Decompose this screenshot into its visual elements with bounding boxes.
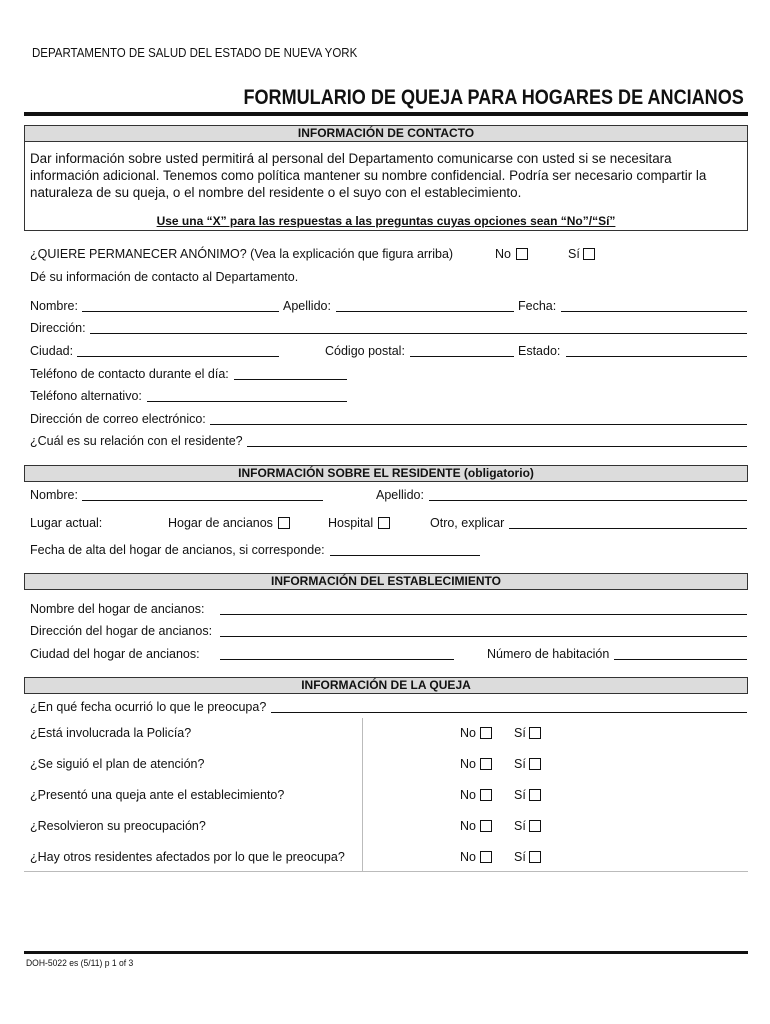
- title-rule: [24, 112, 748, 116]
- day-phone-field[interactable]: [234, 379, 347, 380]
- police-no-checkbox[interactable]: [480, 727, 492, 739]
- department-name: DEPARTAMENTO DE SALUD DEL ESTADO DE NUEVA YORK: [32, 46, 358, 60]
- alt-phone-field[interactable]: [147, 401, 347, 402]
- complaint-date-label: ¿En qué fecha ocurrió lo que le preocupa?: [30, 700, 267, 714]
- care-plan-question: ¿Se siguió el plan de atención?: [30, 757, 205, 771]
- anonymous-yes-label: Sí: [568, 247, 580, 261]
- facility-city-field[interactable]: [220, 659, 454, 660]
- first-name-field[interactable]: [82, 311, 279, 312]
- footer-rule: [24, 951, 748, 954]
- anonymous-no-label: No: [495, 247, 511, 261]
- other-option-label: Otro, explicar: [430, 516, 505, 530]
- zip-label: Código postal:: [325, 344, 405, 358]
- address-label: Dirección:: [30, 321, 86, 335]
- last-name-field[interactable]: [336, 311, 514, 312]
- care-plan-no-label: No: [460, 757, 476, 771]
- complaint-date-field[interactable]: [271, 712, 747, 713]
- resolved-yes-checkbox[interactable]: [529, 820, 541, 832]
- relationship-field[interactable]: [247, 446, 747, 447]
- column-divider: [362, 718, 363, 872]
- resolved-no-checkbox[interactable]: [480, 820, 492, 832]
- facility-complaint-yes-label: Sí: [514, 788, 526, 802]
- police-no-label: No: [460, 726, 476, 740]
- contact-intro-text: Dar información sobre usted permitirá al personal del Departamento comunicarse con usted si se necesitara información adicional. Tenemos como política mantener su nombre confidencial. Podría ser necesario compartir la naturaleza de su queja, o el nombre del residente o el suyo con el establecimiento.: [30, 151, 707, 200]
- first-name-label: Nombre:: [30, 299, 78, 313]
- city-field[interactable]: [77, 356, 279, 357]
- state-field[interactable]: [566, 356, 747, 357]
- facility-name-label: Nombre del hogar de ancianos:: [30, 602, 205, 616]
- care-plan-yes-checkbox[interactable]: [529, 758, 541, 770]
- give-info-text: Dé su información de contacto al Departamento.: [30, 270, 299, 284]
- answer-instruction: Use una “X” para las respuestas a las preguntas cuyas opciones sean “No”/“Sí”: [156, 214, 616, 228]
- complaint-section-heading: INFORMACIÓN DE LA QUEJA: [24, 677, 748, 694]
- complaint-bottom-rule: [24, 871, 748, 872]
- other-residents-no-label: No: [460, 850, 476, 864]
- police-yes-checkbox[interactable]: [529, 727, 541, 739]
- nursing-home-checkbox[interactable]: [278, 517, 290, 529]
- care-plan-yes-label: Sí: [514, 757, 526, 771]
- resident-last-name-field[interactable]: [429, 500, 747, 501]
- alt-phone-label: Teléfono alternativo:: [30, 389, 142, 403]
- anonymous-no-checkbox[interactable]: [516, 248, 528, 260]
- email-field[interactable]: [210, 424, 747, 425]
- facility-complaint-no-label: No: [460, 788, 476, 802]
- form-title: FORMULARIO DE QUEJA PARA HOGARES DE ANCIANOS: [243, 86, 744, 109]
- facility-name-field[interactable]: [220, 614, 747, 615]
- discharge-date-label: Fecha de alta del hogar de ancianos, si corresponde:: [30, 543, 325, 557]
- room-number-field[interactable]: [614, 659, 747, 660]
- other-residents-question: ¿Hay otros residentes afectados por lo que le preocupa?: [30, 850, 345, 864]
- facility-address-field[interactable]: [220, 636, 747, 637]
- resident-first-name-field[interactable]: [82, 500, 323, 501]
- nursing-home-option-label: Hogar de ancianos: [168, 516, 273, 530]
- address-field[interactable]: [90, 333, 747, 334]
- care-plan-no-checkbox[interactable]: [480, 758, 492, 770]
- resolved-no-label: No: [460, 819, 476, 833]
- discharge-date-field[interactable]: [330, 555, 480, 556]
- other-residents-yes-label: Sí: [514, 850, 526, 864]
- other-explain-field[interactable]: [509, 528, 747, 529]
- facility-complaint-question: ¿Presentó una queja ante el establecimiento?: [30, 788, 285, 802]
- date-label: Fecha:: [518, 299, 557, 313]
- resident-first-name-label: Nombre:: [30, 488, 78, 502]
- facility-city-label: Ciudad del hogar de ancianos:: [30, 647, 200, 661]
- room-number-label: Número de habitación: [487, 647, 610, 661]
- resolved-question: ¿Resolvieron su preocupación?: [30, 819, 206, 833]
- relationship-label: ¿Cuál es su relación con el residente?: [30, 434, 243, 448]
- anonymous-yes-checkbox[interactable]: [583, 248, 595, 260]
- police-yes-label: Sí: [514, 726, 526, 740]
- date-field[interactable]: [561, 311, 747, 312]
- police-question: ¿Está involucrada la Policía?: [30, 726, 192, 740]
- other-residents-yes-checkbox[interactable]: [529, 851, 541, 863]
- form-code: DOH-5022 es (5/11) p 1 of 3: [26, 958, 134, 969]
- current-location-label: Lugar actual:: [30, 516, 103, 530]
- contact-section-heading: INFORMACIÓN DE CONTACTO: [24, 125, 748, 142]
- facility-complaint-yes-checkbox[interactable]: [529, 789, 541, 801]
- other-residents-no-checkbox[interactable]: [480, 851, 492, 863]
- state-label: Estado:: [518, 344, 561, 358]
- email-label: Dirección de correo electrónico:: [30, 412, 206, 426]
- resolved-yes-label: Sí: [514, 819, 526, 833]
- facility-address-label: Dirección del hogar de ancianos:: [30, 624, 213, 638]
- day-phone-label: Teléfono de contacto durante el día:: [30, 367, 229, 381]
- hospital-option-label: Hospital: [328, 516, 374, 530]
- city-label: Ciudad:: [30, 344, 74, 358]
- resident-section-heading: INFORMACIÓN SOBRE EL RESIDENTE (obligatorio): [24, 465, 748, 482]
- facility-complaint-no-checkbox[interactable]: [480, 789, 492, 801]
- anonymous-question: ¿QUIERE PERMANECER ANÓNIMO? (Vea la explicación que figura arriba): [30, 247, 454, 261]
- facility-section-heading: INFORMACIÓN DEL ESTABLECIMIENTO: [24, 573, 748, 590]
- hospital-checkbox[interactable]: [378, 517, 390, 529]
- last-name-label: Apellido:: [283, 299, 331, 313]
- zip-field[interactable]: [410, 356, 514, 357]
- resident-last-name-label: Apellido:: [376, 488, 424, 502]
